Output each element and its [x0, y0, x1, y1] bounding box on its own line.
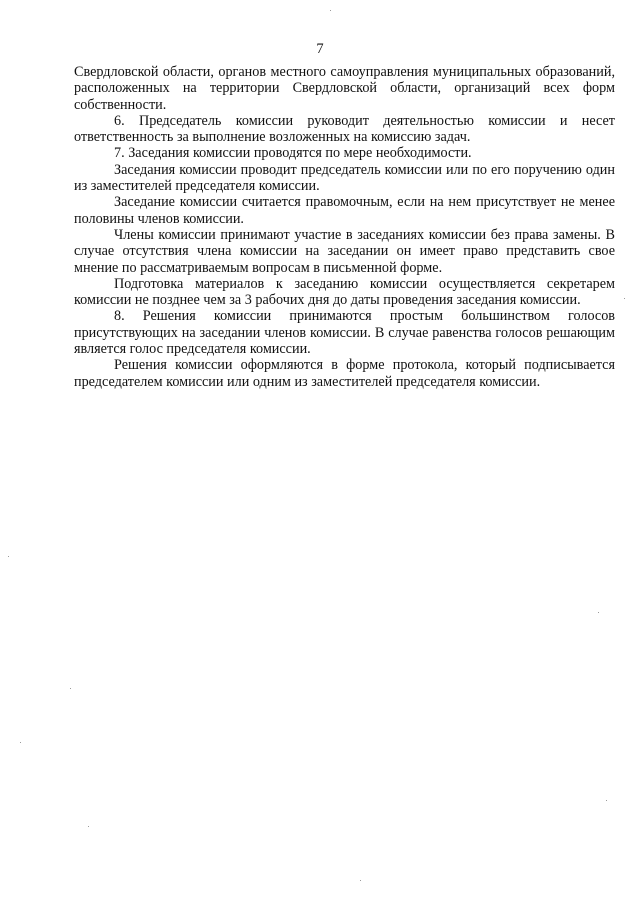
- paragraph-protocol: Решения комиссии оформляются в форме протокола, который подписывается председателем комиссии или одним из заместителей председателя комиссии.: [74, 357, 615, 390]
- scan-speck: [360, 880, 361, 881]
- scan-speck: [624, 298, 625, 299]
- paragraph-quorum: Заседание комиссии считается правомочным, если на нем присутствует не менее половины членов комиссии.: [74, 194, 615, 227]
- paragraph-item-8-decisions: 8. Решения комиссии принимаются простым большинством голосов присутствующих на заседании членов комиссии. В случае равенства голосов решающим является голос председателя комиссии.: [74, 308, 615, 358]
- scan-speck: [20, 742, 21, 743]
- paragraph-meeting-chair: Заседания комиссии проводит председатель комиссии или по его поручению один из заместителей председателя комиссии.: [74, 161, 615, 195]
- scan-speck: [8, 556, 9, 557]
- paragraph-members-participation: Члены комиссии принимают участие в заседаниях комиссии без права замены. В случае отсутствия члена комиссии на заседании он имеет право представить свое мнение по рассматриваемым вопросам в письменной форме.: [74, 226, 615, 276]
- paragraph-item-6-chairman: 6. Председатель комиссии руководит деятельностью комиссии и несет ответственность за выполнение возложенных на комиссию задач.: [74, 112, 615, 146]
- scan-speck: [88, 826, 89, 827]
- document-body: [74, 64, 615, 390]
- paragraph-item-7-meetings: 7. Заседания комиссии проводятся по мере необходимости.: [114, 145, 472, 162]
- scan-speck: [598, 612, 599, 613]
- scan-speck: [330, 10, 331, 11]
- scan-speck: [606, 800, 607, 801]
- scan-speck: [70, 688, 71, 689]
- paragraph-continuation: Свердловской области, органов местного самоуправления муниципальных образований, расположенных на территории Свердловской области, организаций всех форм собственности.: [74, 64, 615, 113]
- page-number: 7: [316, 41, 324, 57]
- paragraph-materials-preparation: Подготовка материалов к заседанию комиссии осуществляется секретарем комиссии не позднее чем за 3 рабочих дня до даты проведения заседания комиссии.: [74, 275, 615, 309]
